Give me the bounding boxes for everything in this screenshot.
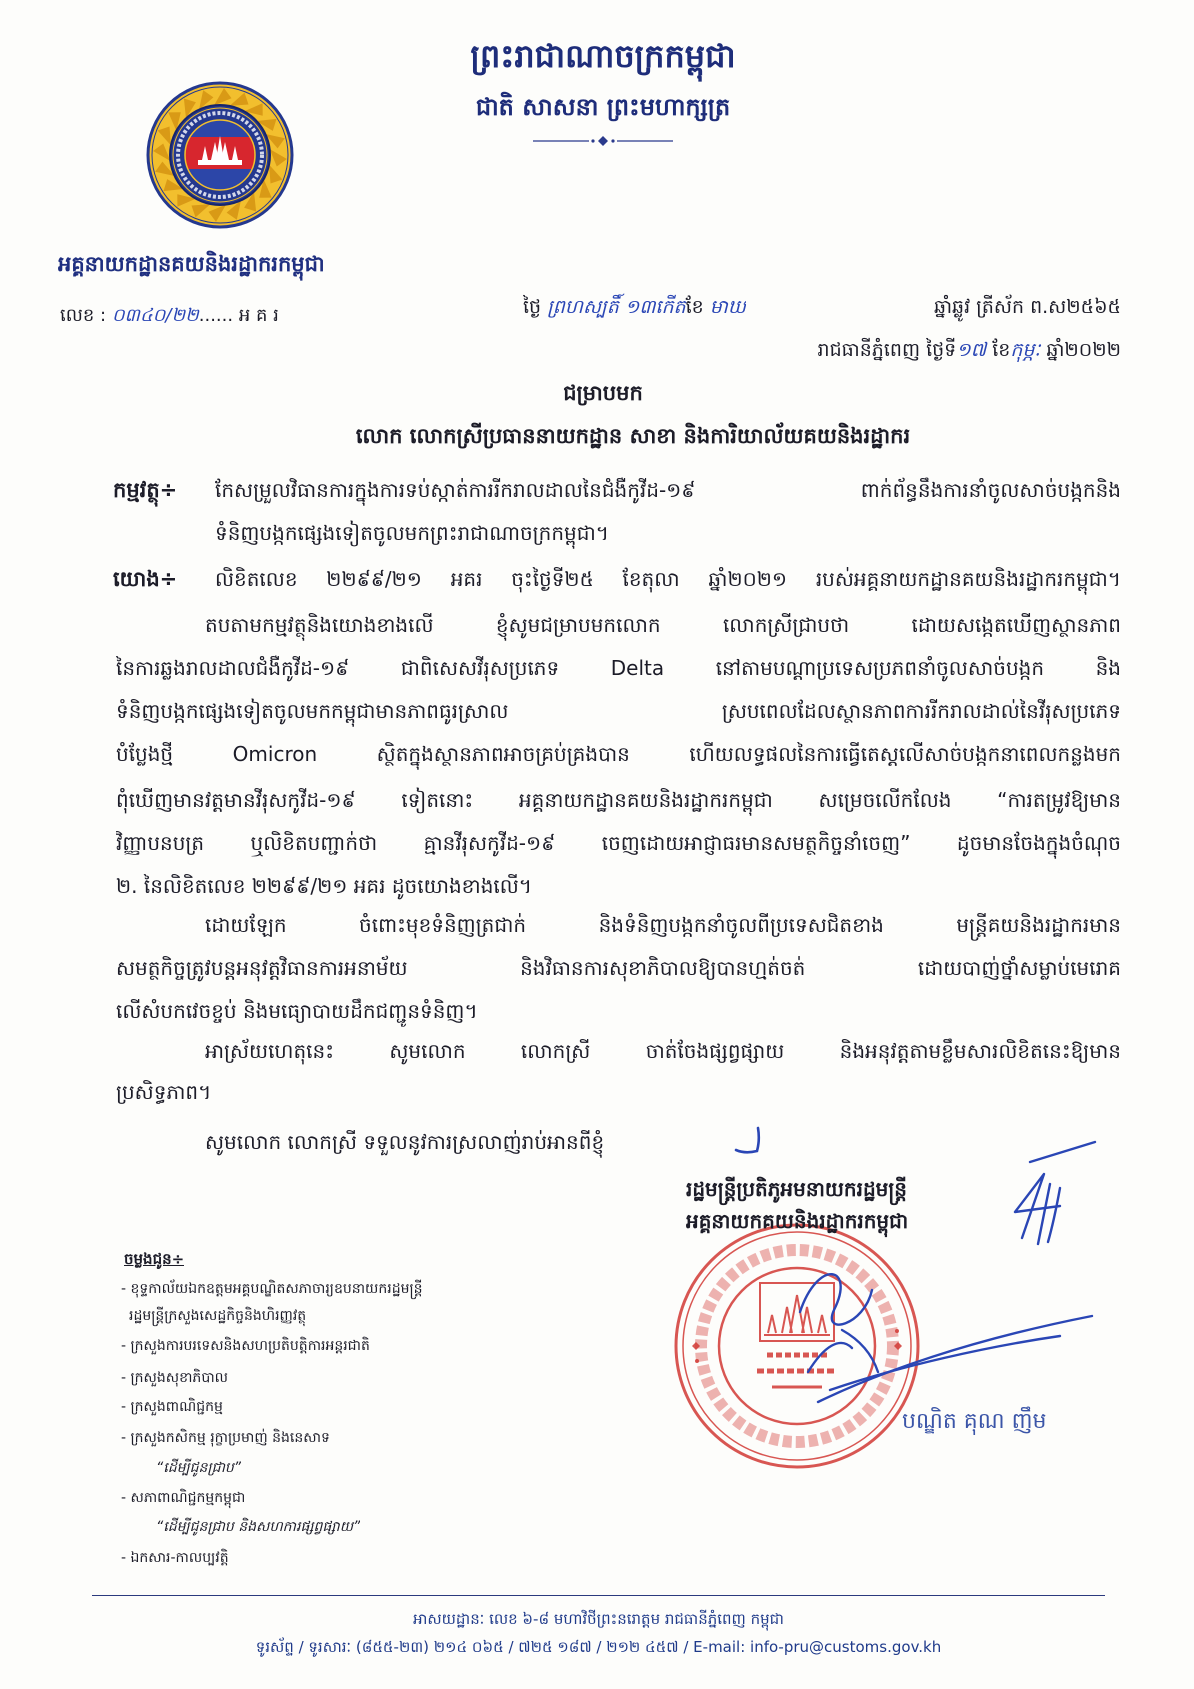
month: កុម្ភៈ xyxy=(1010,339,1041,361)
cc-item: - ខុទ្ទកាល័យឯកឧត្តមអគ្គបណ្ឌិតសភាចារ្យឧបនាយករដ្ឋមន្ត្រី xyxy=(121,1281,423,1297)
sender-organization: អគ្គនាយកដ្ឋានគយនិងរដ្ឋាករកម្ពុជា xyxy=(58,252,325,276)
greeting: ជម្រាបមក xyxy=(563,381,643,405)
lunar-year: ឆ្នាំឆ្លូវ ត្រីស័ក ព.ស២៥៦៥ xyxy=(933,296,1121,318)
cc-item-continuation: រដ្ឋមន្ត្រីក្រសួងសេដ្ឋកិច្ចនិងហិរញ្ញវត្ថុ xyxy=(129,1308,307,1324)
day-prefix: ថ្ងៃ xyxy=(523,296,542,318)
body-line: វិញ្ញាបនបត្រ ឬលិខិតបញ្ជាក់ថា គ្មានវីរុសកូវីដ-១៩ ចេញដោយអាជ្ញាធរមានសមត្ថកិច្ចនាំចេញ” ដូចមានចែងក្នុងចំណុច xyxy=(116,831,1121,855)
subject-line: កែសម្រួលវិធានការក្នុងការទប់ស្កាត់ការរីករាលដាលនៃជំងឺកូវីដ-១៩ ពាក់ព័ន្ធនឹងការនាំចូលសាច់បង្កកនិង xyxy=(215,478,1121,502)
kingdom-title: ព្រះរាជាណាចក្រកម្ពុជា xyxy=(470,37,736,75)
closing-line: សូមលោក លោកស្រី ទទួលនូវការស្រលាញ់រាប់អានពីខ្ញុំ xyxy=(205,1130,605,1154)
body-line: ដោយឡែក ចំពោះមុខទំនិញត្រជាក់ និងទំនិញបង្កកនាំចូលពីប្រទេសជិតខាង មន្ត្រីគយនិងរដ្ឋាករមាន xyxy=(205,913,1121,937)
footer-address: អាសយដ្ឋានៈ លេខ ៦-៨ មហាវិថីព្រះនរោត្តម រាជធានីភ្នំពេញ កម្ពុជា xyxy=(413,1610,784,1628)
cc-item: - ក្រសួងសុខាភិបាល xyxy=(121,1370,228,1386)
handwritten-signature-icon xyxy=(760,1140,1140,1430)
body-line: តបតាមកម្មវត្ថុនិងយោងខាងលើ ខ្ញុំសូមជម្រាបមកលោក លោកស្រីជ្រាបថា ដោយសង្កេតឃើញស្ថានភាព xyxy=(205,613,1121,637)
cc-note: “ដើម្បីជូនជ្រាប និងសហការផ្សព្វផ្សាយ” xyxy=(156,1519,361,1535)
cc-item: - សភាពាណិជ្ជកម្មកម្ពុជា xyxy=(121,1490,246,1506)
month-prefix: ខែ xyxy=(685,296,704,318)
cc-note: “ដើម្បីជូនជ្រាប” xyxy=(156,1460,242,1476)
year: ឆ្នាំ២០២២ xyxy=(1046,339,1121,361)
body-line: នៃការឆ្លងរាលដាលជំងឺកូវីដ-១៩ ជាពិសេសវីរុសប្រភេទ Delta នៅតាមបណ្តាប្រទេសប្រភពនាំចូលសាច់បង្កក និង xyxy=(116,656,1121,680)
subject-line: ទំនិញបង្កកផ្សេងទៀតចូលមកព្រះរាជាណាចក្រកម្ពុជា។ xyxy=(215,521,609,545)
ref-number: ០៣៤០/២២ xyxy=(111,305,199,326)
signatory-name: បណ្ឌិត គុណ ញឹម xyxy=(902,1409,1047,1434)
month-label: ខែ xyxy=(992,339,1011,361)
ref-label: លេខ : xyxy=(60,305,107,326)
reference-number-line xyxy=(60,298,380,334)
ornament-divider xyxy=(533,134,673,148)
subject-label: កម្មវត្ថុ÷ xyxy=(113,478,178,502)
cc-item: - ឯកសារ-កាលប្បវត្តិ xyxy=(121,1550,229,1566)
place-date xyxy=(818,330,1121,370)
day: ១៧ xyxy=(956,339,987,361)
reference-text: លិខិតលេខ ២២៩៩/២១ អគរ ចុះថ្ងៃទី២៥ ខែតុលា ឆ្នាំ២០២១ របស់អគ្គនាយកដ្ឋានគយនិងរដ្ឋាករកម្ពុជា។ xyxy=(215,567,1121,591)
cc-item: - ក្រសួងការបរទេសនិងសហប្រតិបត្តិការអន្តរជាតិ xyxy=(121,1338,370,1354)
ref-suffix: អ គ រ xyxy=(238,305,279,326)
body-line: បំប្លែងថ្មី Omicron ស្ថិតក្នុងស្ថានភាពអាចគ្រប់គ្រងបាន ហើយលទ្ធផលនៃការធ្វើតេស្តលើសាច់បង្កកនាពេលកន្លងមក xyxy=(116,742,1121,766)
body-line: លើសំបកវេចខ្ចប់ និងមធ្យោបាយដឹកជញ្ជូនទំនិញ។ xyxy=(116,999,478,1023)
lunar-month: មាឃ xyxy=(709,296,746,318)
national-motto: ជាតិ សាសនា ព្រះមហាក្សត្រ xyxy=(475,93,731,121)
customs-emblem-logo xyxy=(145,80,295,230)
body-line: សមត្ថកិច្ចត្រូវបន្តអនុវត្តវិធានការអនាម័យ និងវិធានការសុខាភិបាលឱ្យបានហ្មត់ចត់ ដោយបាញ់ថ្នាំសម្លាប់មេរោគ xyxy=(116,956,1121,980)
ref-fill: ...... xyxy=(198,305,234,326)
place-prefix: រាជធានីភ្នំពេញ ថ្ងៃទី xyxy=(817,339,957,361)
cc-item: - ក្រសួងកសិកម្ម រុក្ខាប្រមាញ់ និងនេសាទ xyxy=(121,1430,330,1446)
body-line: អាស្រ័យហេតុនេះ សូមលោក លោកស្រី ចាត់ចែងផ្សព្វផ្សាយ និងអនុវត្តតាមខ្លឹមសារលិខិតនេះឱ្យមាន xyxy=(205,1039,1121,1063)
signatory-title: រដ្ឋមន្ត្រីប្រតិភូអមនាយករដ្ឋមន្ត្រី xyxy=(686,1177,907,1201)
cc-label: ចម្លងជូន÷ xyxy=(124,1250,185,1268)
addressee: លោក លោកស្រីប្រធាននាយកដ្ឋាន សាខា និងការិយាល័យគយនិងរដ្ឋាករ xyxy=(355,424,911,448)
reference-label: យោង÷ xyxy=(113,567,178,591)
signatory-position: អគ្គនាយកគយនិងរដ្ឋាករកម្ពុជា xyxy=(686,1209,909,1233)
lunar-date xyxy=(523,287,746,327)
body-line: ២. នៃលិខិតលេខ ២២៩៩/២១ អគរ ដូចយោងខាងលើ។ xyxy=(116,874,532,898)
footer-rule xyxy=(92,1595,1105,1596)
body-line: ពុំឃើញមានវត្តមានវីរុសកូវីដ-១៩ ទៀតនោះ អគ្គនាយកដ្ឋានគយនិងរដ្ឋាករកម្ពុជា សម្រេចលើកលែង “ការតម្រូវឱ្យមាន xyxy=(116,788,1121,812)
body-line: ប្រសិទ្ធភាព។ xyxy=(116,1080,212,1104)
weekday: ព្រហស្បតិ៍ xyxy=(547,296,619,318)
body-line: ទំនិញបង្កកផ្សេងទៀតចូលមកកម្ពុជាមានភាពធូរស្រាល ស្របពេលដែលស្ថានភាពការរីករាលដាល់នៃវីរុសប្រភេទ xyxy=(116,699,1121,723)
lunar-day: ១៣កើត xyxy=(624,296,686,318)
cc-item: - ក្រសួងពាណិជ្ជកម្ម xyxy=(121,1399,223,1415)
footer-contact: ទូរស័ព្ទ / ទូរសារៈ (៨៥៥-២៣) ២១៤ ០៦៥ / ៧២៥ ១៨៧ / ២១២ ៤៥៧ / E-mail: info-pru@customs.gov.kh xyxy=(255,1638,942,1656)
